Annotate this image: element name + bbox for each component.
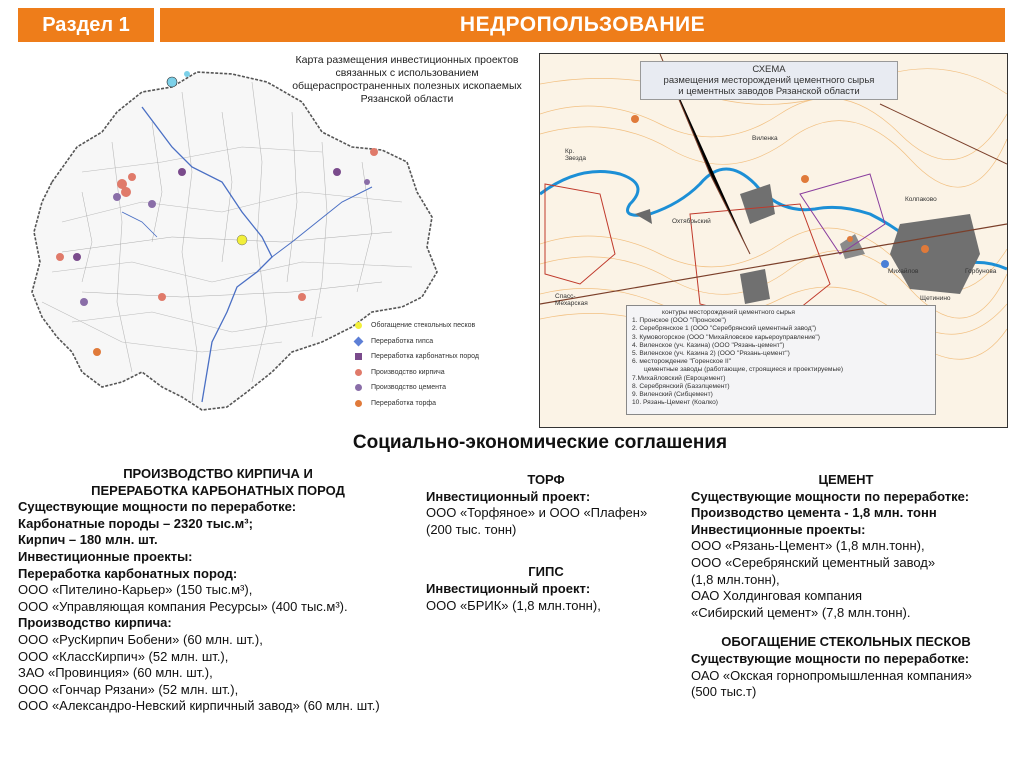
- sand-heading: ОБОГАЩЕНИЕ СТЕКОЛЬНЫХ ПЕСКОВ: [721, 634, 971, 650]
- legend-item: Производство цемента: [355, 380, 515, 396]
- place-label: Спасс-Мехарская: [555, 293, 588, 307]
- legend-item: Переработка гипса: [355, 334, 515, 350]
- cement-heading: ЦЕМЕНТ: [818, 472, 874, 487]
- brick-column: ПРОИЗВОДСТВО КИРПИЧА И ПЕРЕРАБОТКА КАРБОНАТНЫХ ПОРОД Существующие мощности по переработке: Карбонатные породы – 2320 тыс.м³; Кирпич – 180 млн. шт. Инвестиционные проекты: Переработка карбонатных пород: ООО «Пителино-Карьер» (150 тыс.м³), ООО «Управляющая компания Ресурсы» (400 тыс.м³). Производство кирпича: ООО «РусКирпич Бобени» (60 млн. шт.), ООО «КлассКирпич» (52 млн. шт.), ЗАО «Провинция» (60 млн. шт.), ООО «Гончар Рязани» (52 млн. шт.), ООО «Александро-Невский кирпичный завод» (60 млн. шт.): [18, 466, 418, 715]
- place-label: Михайлов: [888, 268, 919, 275]
- map-legend: [355, 318, 515, 411]
- map-title: Карта размещения инвестиционных проектов связанных с использованием общераспространенных полезных ископаемых Рязанской области: [292, 54, 522, 105]
- place-label: Колпаково: [905, 196, 937, 203]
- cement-column: ЦЕМЕНТ Существующие мощности по переработке: Производство цемента - 1,8 млн. тонн Инвестиционные проекты: ООО «Рязань-Цемент» (1,8 млн.тонн), ООО «Серебрянский цементный завод» (1,8 млн.тонн), ОАО Холдинговая компания «Сибирский цемент» (7,8 млн.тонн). ОБОГАЩЕНИЕ СТЕКОЛЬНЫХ ПЕСКОВ Существующие мощности по переработке: ОАО «Окская горнопромышленная компания» (500 тыс.т): [691, 472, 1006, 701]
- section-heading: Социально-экономические соглашения: [352, 432, 728, 453]
- legend-item: Переработка карбонатных пород: [355, 349, 515, 365]
- legend-item: Переработка торфа: [355, 396, 515, 412]
- torf-heading: ТОРФ: [527, 472, 565, 487]
- legend-item: Обогащение стекольных песков: [355, 318, 515, 334]
- place-label: Щетинино: [920, 295, 951, 302]
- legend-item: Производство кирпича: [355, 365, 515, 381]
- torf-gips-column: ТОРФ Инвестиционный проект: ООО «Торфяное» и ООО «Плафен» (200 тыс. тонн) ГИПС Инвестиционный проект: ООО «БРИК» (1,8 млн.тонн),: [426, 472, 676, 614]
- gips-heading: ГИПС: [528, 564, 564, 580]
- place-label: Охтябрьский: [672, 218, 711, 225]
- page-title: НЕДРОПОЛЬЗОВАНИЕ: [160, 8, 1005, 42]
- section-label: Раздел 1: [18, 8, 154, 42]
- scheme-legend: контуры месторождений цементного сырья 1. Пронское (ООО "Пронское") 2. Серебрянское 1 (ООО "Серебрянский цементный завод") 3. Кумовогорское (ООО "Михайловское карьероуправление") 4. Виленское (уч. Казина) (ООО "Рязань-цемент") 5. Виленское (уч. Казина 2) (ООО "Рязань-цемент") 6. месторождение "Горенское II" цементные заводы (работающие, строящиеся и проектируемые) 7.Михайловский (Евроцемент) 8. Серебрянский (Базэлцемент) 9. Виленский (Сибцемент) 10. Рязань-Цемент (Коалко): [626, 305, 936, 415]
- place-label: Горбунова: [965, 268, 997, 275]
- place-label: Кр. Звезда: [565, 148, 587, 162]
- place-label: Виленка: [752, 135, 778, 142]
- brick-heading: ПРОИЗВОДСТВО КИРПИЧА И: [123, 466, 313, 481]
- scheme-title: СХЕМА размещения месторождений цементного сырья и цементных заводов Рязанской области: [640, 61, 898, 100]
